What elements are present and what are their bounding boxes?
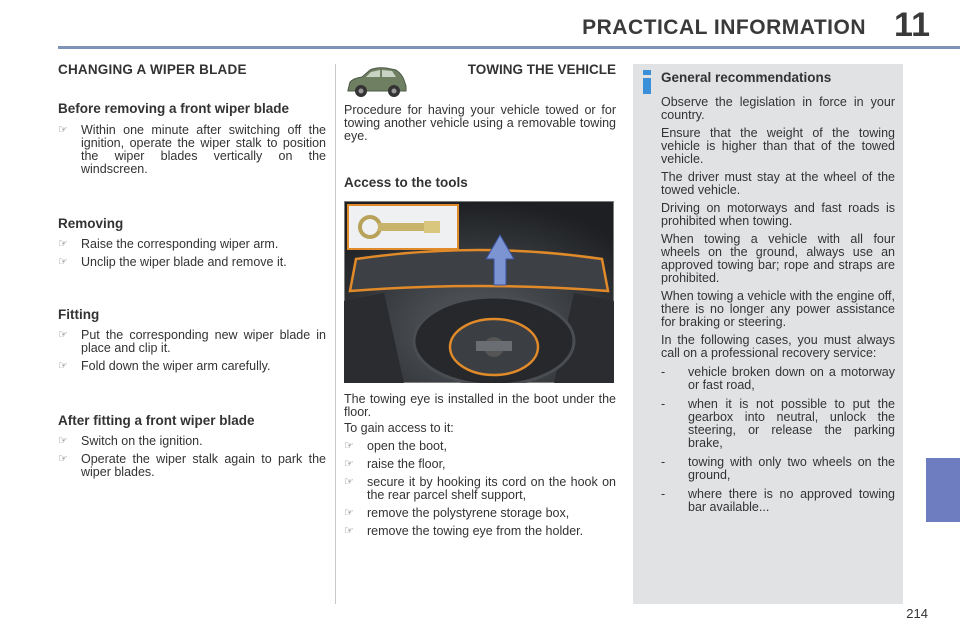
chapter-side-tab[interactable]	[926, 458, 960, 522]
paragraph: When towing a vehicle with the engine off, there is no longer any power assistance for braking or steering.	[661, 289, 895, 329]
boot-photo	[344, 201, 614, 383]
list-item: - towing with only two wheels on the ground,	[661, 455, 895, 482]
list-item: ☞ secure it by hooking its cord on the hook on the rear parcel shelf support,	[344, 475, 616, 502]
list-item: ☞ remove the towing eye from the holder.	[344, 524, 584, 538]
list-item: - vehicle broken down on a motorway or fast road,	[661, 365, 895, 392]
list-item: ☞ remove the polystyrene storage box,	[344, 506, 570, 520]
paragraph: Ensure that the weight of the towing vehicle is higher than that of the towed vehicle.	[661, 126, 895, 166]
general-title: General recommendations	[661, 70, 832, 85]
list-item: ☞ Raise the corresponding wiper arm.	[58, 237, 279, 251]
pointing-hand-icon: ☞	[58, 329, 68, 341]
chapter-title: PRACTICAL INFORMATION	[582, 16, 866, 39]
pointing-hand-icon: ☞	[58, 256, 68, 268]
pointing-hand-icon: ☞	[58, 435, 68, 447]
gain-access-text: To gain access to it:	[344, 421, 454, 435]
fitting-title: Fitting	[58, 307, 100, 322]
pointing-hand-icon: ☞	[344, 525, 354, 537]
paragraph: Driving on motorways and fast roads is prohibited when towing.	[661, 201, 895, 228]
paragraph: The driver must stay at the wheel of the towed vehicle.	[661, 170, 895, 197]
access-title: Access to the tools	[344, 175, 468, 190]
towing-title: TOWING THE VEHICLE	[467, 62, 616, 77]
removing-title: Removing	[58, 216, 124, 231]
pointing-hand-icon: ☞	[58, 124, 68, 136]
list-item: ☞ Put the corresponding new wiper blade in place and clip it.	[58, 328, 326, 355]
before-title: Before removing a front wiper blade	[58, 101, 290, 116]
general-recommendations-panel	[633, 64, 903, 604]
list-item: - where there is no approved towing bar available...	[661, 487, 895, 514]
column-divider	[335, 64, 336, 604]
list-item: ☞ Switch on the ignition.	[58, 434, 203, 448]
pointing-hand-icon: ☞	[58, 453, 68, 465]
pointing-hand-icon: ☞	[58, 238, 68, 250]
list-item: ☞ Operate the wiper stalk again to park the wiper blades.	[58, 452, 326, 479]
pointing-hand-icon: ☞	[344, 458, 354, 470]
towing-intro: Procedure for having your vehicle towed or for towing another vehicle using a removable towing eye.	[344, 103, 616, 143]
paragraph: Observe the legislation in force in your country.	[661, 95, 895, 122]
paragraph: In the following cases, you must always call on a professional recovery service:	[661, 333, 895, 360]
pointing-hand-icon: ☞	[344, 440, 354, 452]
wiper-title: CHANGING A WIPER BLADE	[58, 62, 247, 77]
pointing-hand-icon: ☞	[344, 476, 354, 488]
list-item: ☞ Within one minute after switching off the ignition, operate the wiper stalk to position the wiper blades vertically on the windscreen.	[58, 123, 326, 176]
pointing-hand-icon: ☞	[344, 507, 354, 519]
list-item: ☞ Fold down the wiper arm carefully.	[58, 359, 271, 373]
list-item: ☞ Unclip the wiper blade and remove it.	[58, 255, 287, 269]
list-item: ☞ raise the floor,	[344, 457, 446, 471]
after-title: After fitting a front wiper blade	[58, 413, 255, 428]
car-icon	[344, 62, 410, 102]
pointing-hand-icon: ☞	[58, 360, 68, 372]
wiper-section	[58, 62, 326, 479]
paragraph: When towing a vehicle with all four wheels on the ground, always use an approved towing bar; rope and straps are prohibited.	[661, 232, 895, 285]
boot-illustration	[344, 201, 614, 383]
page-number: 214	[906, 606, 928, 621]
chapter-number: 11	[894, 6, 930, 44]
header-rule	[58, 46, 960, 49]
towing-section	[344, 62, 616, 538]
list-item: - when it is not possible to put the gearbox into neutral, unlock the steering, or release the parking brake,	[661, 397, 895, 450]
list-item: ☞ open the boot,	[344, 439, 447, 453]
towing-eye-text: The towing eye is installed in the boot under the floor.	[344, 392, 616, 419]
info-icon	[641, 70, 653, 94]
